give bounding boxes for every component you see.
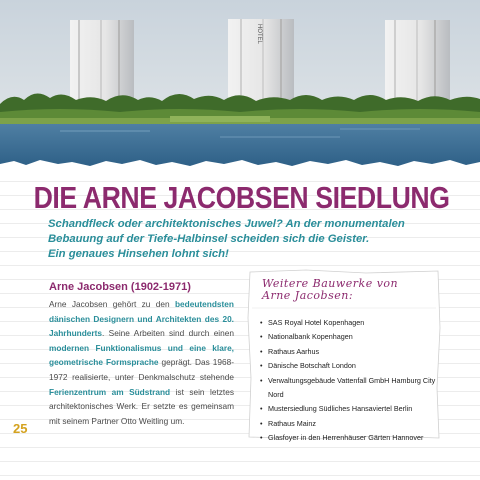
note-title xyxy=(262,278,432,302)
body-paragraph xyxy=(49,297,234,428)
note-title-line: Arne Jacobsen: xyxy=(262,289,354,302)
tower-middle xyxy=(228,19,294,103)
page-headline: DIE ARNE JACOBSEN SIEDLUNG xyxy=(33,180,450,215)
body-text-run: geprägt. Das 1968-1972 realisierte, unter Denkmalschutz stehende xyxy=(49,357,234,382)
list-item: • Rathaus Aarhus xyxy=(260,345,440,359)
hotel-sign: HOTEL xyxy=(256,24,262,45)
highlight-text: modernen Funktionalismus und eine klare, geometrische Formsprache xyxy=(49,342,234,368)
works-list xyxy=(260,316,440,446)
page-number: 25 xyxy=(13,421,28,436)
highlight-text: Ferienzentrum am Südstrand xyxy=(49,386,171,397)
torn-paper-edge xyxy=(0,154,480,176)
list-item: • Rathaus Mainz xyxy=(260,417,440,431)
list-item: • Verwaltungsgebäude Vattenfall GmbH Hamburg City Nord xyxy=(260,374,440,403)
tower-left xyxy=(70,20,134,102)
list-item: • Glasfoyer in den Herrenhäuser Gärten Hannover xyxy=(260,431,440,445)
intro-text xyxy=(48,217,448,262)
intro-line: Ein genaues Hinsehen lohnt sich! xyxy=(48,248,229,260)
intro-line: Schandfleck oder architektonisches Juwel? An der monumentalen xyxy=(48,218,405,230)
intro-line: Bebauung auf der Tiefe-Halbinsel scheiden sich die Geister. xyxy=(48,233,370,245)
body-text-run: Arne Jacobsen gehört zu den xyxy=(49,299,175,309)
list-item: • SAS Royal Hotel Kopenhagen xyxy=(260,316,440,330)
body-text-run: . Seine Arbeiten sind durch einen xyxy=(102,328,234,339)
list-item: • Dänische Botschaft London xyxy=(260,359,440,373)
list-item: • Mustersiedlung Südliches Hansaviertel Berlin xyxy=(260,402,440,416)
sidebar-note xyxy=(246,268,442,441)
highlight-text: bedeutendsten dänischen Designern und Architekten des 20. Jahrhunderts xyxy=(49,299,234,339)
section-subheading: Arne Jacobsen (1902-1971) xyxy=(49,281,191,293)
header-photo xyxy=(0,0,480,168)
tower-right xyxy=(385,20,450,103)
note-title-line: Weitere Bauwerke von xyxy=(262,277,399,290)
body-text-run: ist sein letztes architektonisches Werk. Er setzte es gemeinsam mit seinem Partner Otto Weitling um. xyxy=(49,386,234,426)
list-item: • Nationalbank Kopenhagen xyxy=(260,330,440,344)
